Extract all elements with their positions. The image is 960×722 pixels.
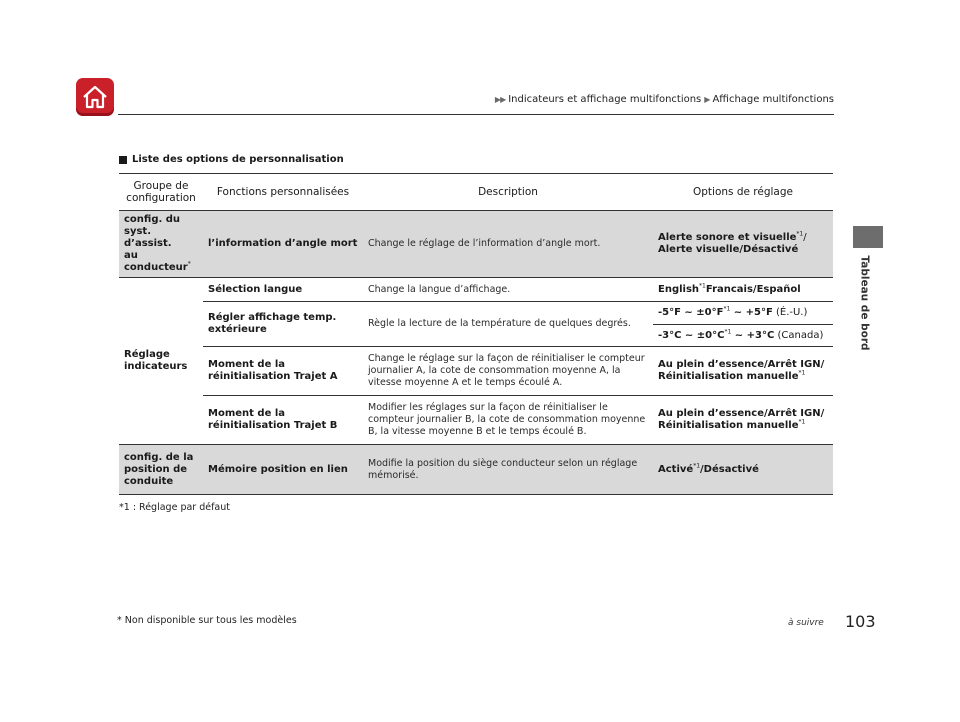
- table-row: [119, 445, 833, 495]
- continue-label[interactable]: à suivre: [788, 618, 824, 628]
- customization-table: [119, 173, 833, 495]
- home-icon: [82, 84, 108, 110]
- page-number: 103: [845, 612, 876, 631]
- table-row: [119, 396, 833, 445]
- header-functions: Fonctions personnalisées: [203, 174, 363, 211]
- function-cell: Moment de la réinitialisation Trajet B: [203, 396, 363, 445]
- setting-cell: -5°F ~ $\pm 0^\circ F^{*1}$ ~ +5°F (É.-U.): [653, 302, 833, 325]
- side-tab-label: Tableau de bord: [859, 255, 872, 351]
- description-cell: Règle la lecture de la température de quelques degrés.: [363, 302, 653, 347]
- chevron-right-icon: ▶▶: [494, 95, 506, 104]
- description-cell: Change la langue d’affichage.: [363, 278, 653, 302]
- function-cell: Régler affichage temp. extérieure: [203, 302, 363, 347]
- setting-cell: -3°C ~ $\pm 0^\circ C^{*1}$ ~ +3°C (Canada): [653, 325, 833, 347]
- table-header: [119, 174, 833, 211]
- home-button[interactable]: [76, 78, 114, 116]
- function-cell: Moment de la réinitialisation Trajet A: [203, 347, 363, 396]
- description-cell: Change le réglage sur la façon de réinitialiser le compteur journalier A, la cote de consommation moyenne A, la vitesse moyenne A et le temps écoulé A.: [363, 347, 653, 396]
- breadcrumb-item[interactable]: Indicateurs et affichage multifonctions: [508, 94, 702, 105]
- group-cell: config. de la position de conduite: [119, 445, 203, 495]
- function-cell: l’information d’angle mort: [203, 211, 363, 278]
- setting-cell: Alerte sonore et visuelle$^{*1}$/ Alerte visuelle/Désactivé: [653, 211, 833, 278]
- setting-cell: English$^{*1}$Francais/Español: [653, 278, 833, 302]
- function-cell: Sélection langue: [203, 278, 363, 302]
- breadcrumb-item[interactable]: Affichage multifonctions: [712, 94, 834, 105]
- chevron-right-icon: ▶: [704, 95, 710, 104]
- function-cell: Mémoire position en lien: [203, 445, 363, 495]
- setting-cell: Au plein d’essence/Arrêt IGN/ Réinitialisation manuelle$^{*1}$: [653, 396, 833, 445]
- header-settings: Options de réglage: [653, 174, 833, 211]
- side-tab[interactable]: [853, 226, 883, 248]
- table-row: [119, 347, 833, 396]
- section-title: Liste des options de personnalisation: [119, 154, 344, 165]
- table-row: [119, 302, 833, 325]
- availability-note: * Non disponible sur tous les modèles: [117, 615, 297, 626]
- group-cell: Réglage indicateurs: [119, 278, 203, 445]
- header-description: Description: [363, 174, 653, 211]
- header-divider: [118, 114, 834, 115]
- setting-cell: Au plein d’essence/Arrêt IGN/ Réinitialisation manuelle$^{*1}$: [653, 347, 833, 396]
- footnote: *1 : Réglage par défaut: [119, 502, 231, 513]
- group-cell: config. du syst. d’assist. au conducteur*: [119, 211, 203, 278]
- header-group: Groupe de configuration: [119, 174, 203, 211]
- description-cell: Modifie la position du siège conducteur selon un réglage mémorisé.: [363, 445, 653, 495]
- square-bullet-icon: [119, 156, 127, 164]
- setting-cell: Activé$^{*1}$/Désactivé: [653, 445, 833, 495]
- table-row: [119, 211, 833, 278]
- description-cell: Change le réglage de l’information d’angle mort.: [363, 211, 653, 278]
- description-cell: Modifier les réglages sur la façon de réinitialiser le compteur journalier B, la cote de consommation moyenne B, la vitesse moyenne B et le temps écoulé B.: [363, 396, 653, 445]
- breadcrumb: [495, 94, 834, 105]
- table-row: [119, 278, 833, 302]
